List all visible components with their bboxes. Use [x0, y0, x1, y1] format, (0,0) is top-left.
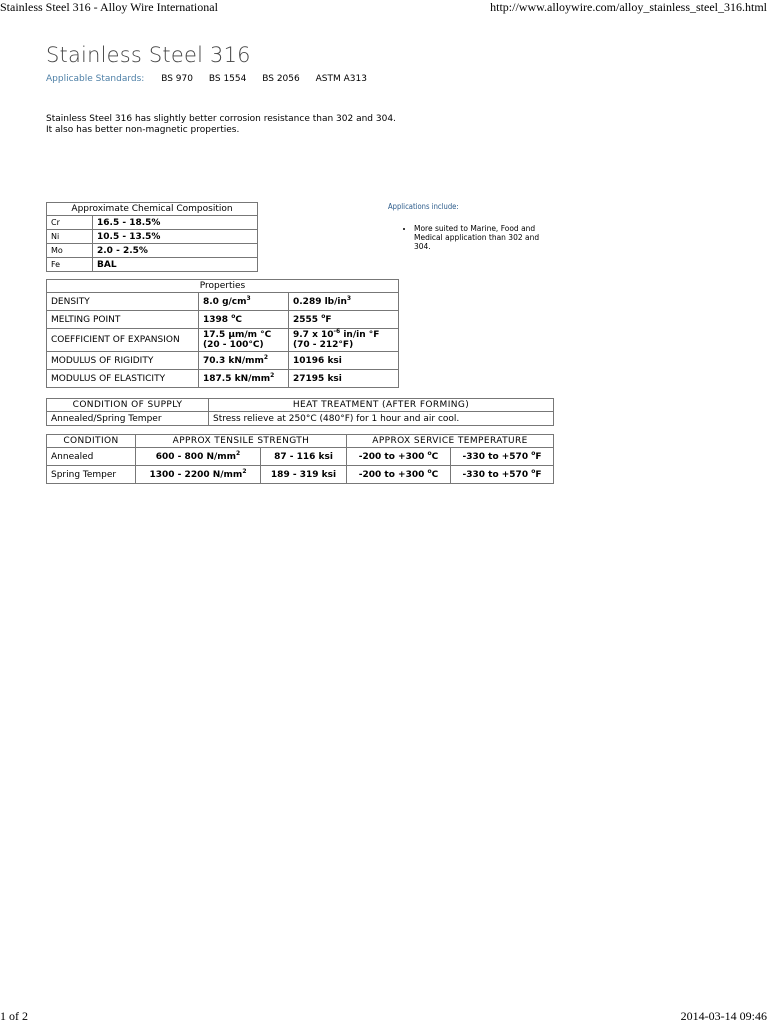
- table-row: [47, 230, 258, 244]
- condition-annealed: Annealed: [47, 448, 136, 466]
- density-label: DENSITY: [47, 293, 199, 311]
- rigidity-metric: 70.3 $kN/mm^2$: [199, 352, 289, 370]
- print-footer: [0, 1009, 768, 1024]
- table-row: [47, 244, 258, 258]
- heat-treatment-value: Stress relieve at 250°C (480°F) for 1 hour and air cool.: [209, 412, 554, 426]
- value-fe: BAL: [93, 258, 258, 272]
- table-row: [47, 370, 399, 388]
- print-header: [0, 0, 768, 16]
- supply-condition: Annealed/Spring Temper: [47, 412, 209, 426]
- melting-point-imperial: 2555 $^o$F: [289, 311, 399, 329]
- intro-text: [46, 114, 396, 136]
- table-row: [47, 293, 399, 311]
- supply-header: CONDITION OF SUPPLY: [47, 399, 209, 412]
- value-cr: 16.5 - 18.5%: [93, 216, 258, 230]
- intro-line-1: Stainless Steel 316 has slightly better corrosion resistance than 302 and 304.: [46, 114, 396, 124]
- spring-temp-f: -330 to +570 $^o$F: [451, 466, 554, 484]
- chemical-composition-table: [46, 202, 258, 272]
- elasticity-metric: 187.5 $kN/mm^2$: [199, 370, 289, 388]
- melting-point-label: MELTING POINT: [47, 311, 199, 329]
- density-imperial: 0.289 $lb/in^3$: [289, 293, 399, 311]
- table-row: [47, 258, 258, 272]
- intro-line-2: It also has better non-magnetic properties.: [46, 125, 240, 135]
- annealed-temp-c: -200 to +300 $^o$C: [347, 448, 451, 466]
- table-row: [47, 466, 554, 484]
- standard-bs1554: BS 1554: [208, 74, 247, 84]
- element-cr: Cr: [47, 216, 93, 230]
- annealed-tensile-ksi: 87 - 116 ksi: [261, 448, 347, 466]
- table-row: [47, 412, 554, 426]
- value-mo: 2.0 - 2.5%: [93, 244, 258, 258]
- standard-astm-a313: ASTM A313: [315, 74, 367, 84]
- table-row: [47, 448, 554, 466]
- elasticity-imperial: 27195 ksi: [289, 370, 399, 388]
- table-row: [47, 311, 399, 329]
- print-header-title: Stainless Steel 316 - Alloy Wire International: [0, 0, 218, 14]
- spring-tensile-metric: 1300 - 2200 $N/mm^2$: [136, 466, 261, 484]
- supply-table: [46, 398, 554, 426]
- element-fe: Fe: [47, 258, 93, 272]
- table-row: [47, 329, 399, 352]
- applications-list: [414, 224, 548, 251]
- condition-header: CONDITION: [47, 435, 136, 448]
- properties-header: Properties: [47, 280, 399, 293]
- table-row: [47, 352, 399, 370]
- standard-bs970: BS 970: [161, 74, 193, 84]
- condition-spring-temper: Spring Temper: [47, 466, 136, 484]
- heat-treatment-header: HEAT TREATMENT (AFTER FORMING): [209, 399, 554, 412]
- standard-bs2056: BS 2056: [262, 74, 300, 84]
- standards-label: Applicable Standards:: [46, 74, 145, 84]
- applicable-standards: [46, 74, 380, 84]
- value-ni: 10.5 - 13.5%: [93, 230, 258, 244]
- list-item: • More suited to Marine, Food and Medical application than 302 and 304.: [414, 224, 548, 251]
- melting-point-metric: 1398 $^o$C: [199, 311, 289, 329]
- annealed-temp-f: -330 to +570 $^o$F: [451, 448, 554, 466]
- tensile-header: APPROX TENSILE STRENGTH: [136, 435, 347, 448]
- rigidity-imperial: 10196 ksi: [289, 352, 399, 370]
- expansion-imperial: 9.7 x $10^{-6}$ in/in °F (70 - 212°F): [289, 329, 399, 352]
- page-number: 1 of 2: [0, 1009, 28, 1023]
- service-temp-header: APPROX SERVICE TEMPERATURE: [347, 435, 554, 448]
- expansion-metric: 17.5 µm/m °C (20 - 100°C): [199, 329, 289, 352]
- condition-table: [46, 434, 554, 484]
- print-header-url[interactable]: http://www.alloywire.com/alloy_stainless_steel_316.html: [490, 0, 767, 14]
- rigidity-label: MODULUS OF RIGIDITY: [47, 352, 199, 370]
- spring-tensile-ksi: 189 - 319 ksi: [261, 466, 347, 484]
- element-mo: Mo: [47, 244, 93, 258]
- applications-panel: [388, 202, 548, 251]
- applications-title: Applications include:: [388, 202, 459, 211]
- properties-table: [46, 279, 399, 388]
- chemical-composition-header: Approximate Chemical Composition: [47, 203, 258, 216]
- table-row: [47, 216, 258, 230]
- density-metric: 8.0 $g/cm^3$: [199, 293, 289, 311]
- spring-temp-c: -200 to +300 $^o$C: [347, 466, 451, 484]
- page-title: Stainless Steel 316: [46, 43, 251, 67]
- expansion-label: COEFFICIENT OF EXPANSION: [47, 329, 199, 352]
- annealed-tensile-metric: 600 - 800 $N/mm^2$: [136, 448, 261, 466]
- elasticity-label: MODULUS OF ELASTICITY: [47, 370, 199, 388]
- element-ni: Ni: [47, 230, 93, 244]
- print-timestamp: 2014-03-14 09:46: [680, 1009, 767, 1023]
